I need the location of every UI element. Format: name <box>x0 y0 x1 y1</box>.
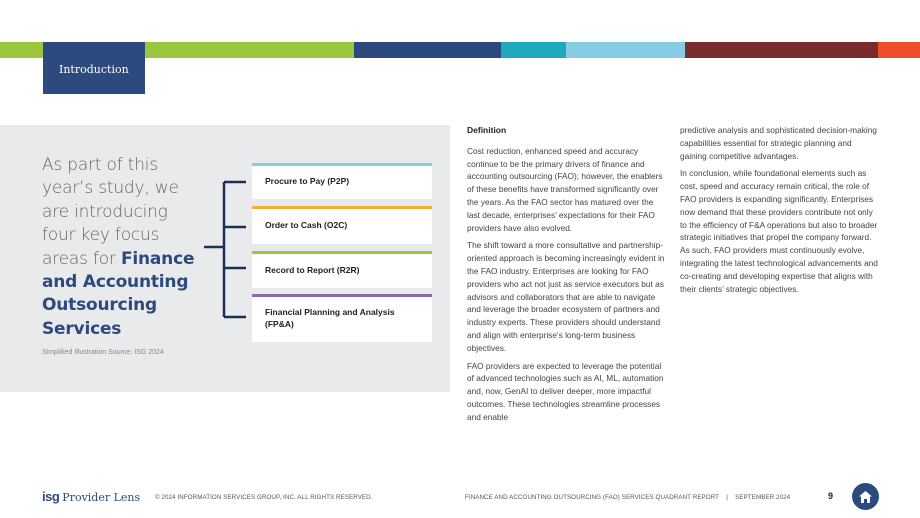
logo-isg: isg <box>42 489 60 504</box>
paragraph: FAO providers are expected to leverage the potential of advanced technologies such as AI, ML, automation and, now, GenAI to deliver deeper, more impactful outcomes. These technologies streamline processes and enable <box>467 360 664 422</box>
paragraph: The shift toward a more consultative and partnership-oriented approach is becoming increasingly evident in the FAO industry. Enterprises are looking for FAO providers who act not just as service executors but as advisors and collaborators that are able to navigate and leverage the broader ecosystem of partners and industry experts. These providers should understand and align with enterprise’s long-term business objectives. <box>467 240 665 353</box>
isg-logo[interactable] <box>42 489 140 504</box>
card-stripe <box>252 163 432 166</box>
focus-card-r2r <box>252 251 432 288</box>
intro-lead: As part of this year’s study, we are introducing four key focus areas for <box>42 155 179 269</box>
intro-statement <box>42 154 202 341</box>
home-icon <box>858 490 873 504</box>
definition-heading: Definition <box>467 125 507 135</box>
card-stripe <box>252 294 432 297</box>
paragraph: In conclusion, while foundational elements such as cost, speed and accuracy remain critical, the role of FAO providers is expanding significantly. Enterprises now demand that these providers contribute not only to the efficiency of F&A operations but also to broader strategic initiatives that propel the company forward. As such, FAO providers must continuously evolve, integrating the latest technological advancements and co-creating and developing expertise that aligns with their clients’ strategic objectives. <box>680 168 878 294</box>
body-column-2 <box>680 124 880 300</box>
focus-card-label: Order to Cash (O2C) <box>265 220 348 230</box>
intro-highlight: Finance and Accounting Outsourcing Services <box>42 248 195 339</box>
focus-card-label: Procure to Pay (P2P) <box>265 176 350 186</box>
bar-segment-teal <box>501 42 566 58</box>
section-tab-label: Introduction <box>59 62 129 76</box>
paragraph: predictive analysis and sophisticated decision-making capabilities essential for strategic planning and gaining competitive advantages. <box>680 125 877 161</box>
logo-product: Provider Lens <box>62 491 141 504</box>
bar-segment-orange <box>878 42 920 58</box>
focus-bracket <box>202 180 252 320</box>
focus-card-fpa <box>252 294 432 342</box>
focus-card-o2c <box>252 206 432 244</box>
paragraph: Cost reduction, enhanced speed and accuracy continue to be the primary drivers of finance and accounting outsourcing (FAO); however, the enablers of these benefits have transformed significantly over the years. As the FAO sector has matured over the last decade, enterprises’ expectations for their FAO providers have also evolved. <box>467 145 663 233</box>
home-button[interactable] <box>852 483 879 510</box>
bar-segment-navy <box>354 42 501 58</box>
focus-card-label: Record to Report (R2R) <box>265 264 360 275</box>
body-column-1 <box>467 124 667 429</box>
copyright: © 2024 INFORMATION SERVICES GROUP, INC. ALL RIGHTS RESERVED. <box>155 494 373 501</box>
illustration-source: Simplified Illustration Source: ISG 2024 <box>42 349 164 356</box>
bar-segment-maroon <box>685 42 878 58</box>
footer <box>0 485 920 509</box>
focus-card-label: Financial Planning and Analysis (FP&A) <box>265 307 395 329</box>
report-title: FINANCE AND ACCOUNTING OUTSOURCING (FAO) SERVICES QUADRANT REPORT | SEPTEMBER 2024 <box>465 494 791 501</box>
bar-segment-sky <box>566 42 685 58</box>
card-stripe <box>252 206 432 209</box>
section-tab[interactable] <box>43 42 145 94</box>
focus-card-p2p <box>252 163 432 199</box>
card-stripe <box>252 251 432 254</box>
page-number: 9 <box>828 491 834 501</box>
